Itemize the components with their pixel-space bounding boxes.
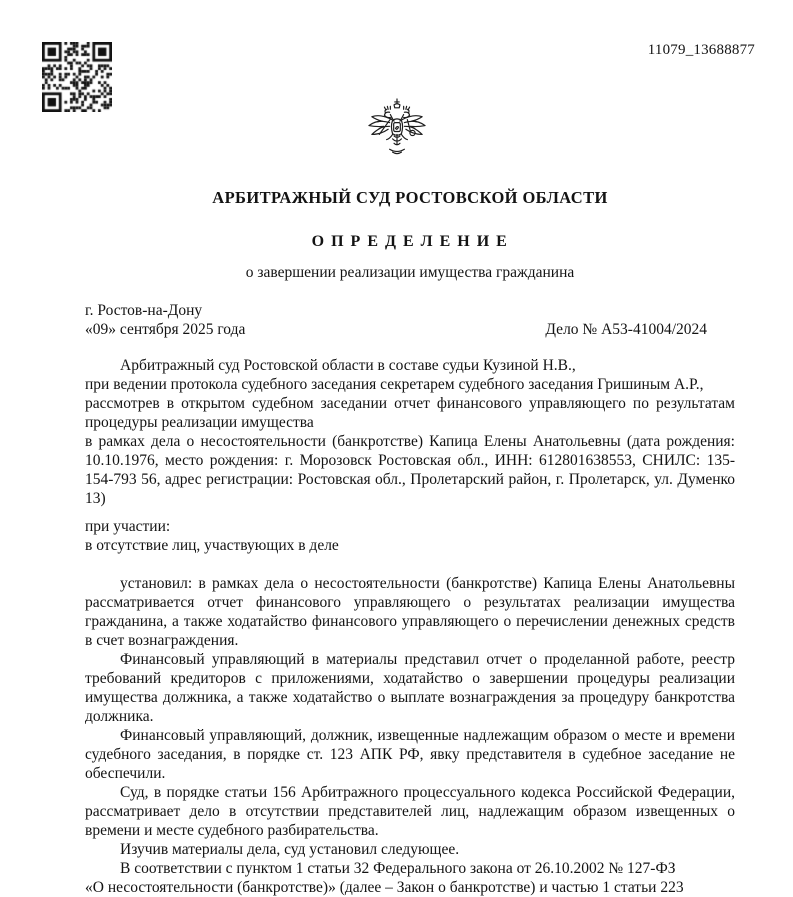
body-paragraph: Финансовый управляющий в материалы представил отчет о проделанной работе, реестр требований кредиторов с приложениями, ходатайство о завершении процедуры реализации имущества должника, а также ходатайство о выплате вознаграждения за процедуру банкротства должника. [85, 651, 735, 725]
body-paragraph: Изучив материалы дела, суд установил следующее. [120, 841, 460, 858]
qr-code-icon [42, 42, 112, 112]
body-paragraph: Финансовый управляющий, должник, извещенные надлежащим образом о месте и времени судебного заседания, в порядке ст. 123 АПК РФ, явку представителя в судебное заседание не обеспечили. [85, 727, 735, 782]
attendance-value: в отсутствие лиц, участвующих в деле [85, 537, 339, 554]
preamble-line: при ведении протокола судебного заседания секретарем судебного заседания Гришиным А.Р., [85, 376, 704, 393]
findings-section [85, 574, 735, 897]
body-paragraph: В соответствии с пунктом 1 статьи 32 Федерального закона от 26.10.2002 № 127-ФЗ [120, 860, 676, 877]
preamble-line: в рамках дела о несостоятельности (банкротстве) Капица Елены Анатольевны (дата рождения: 10.10.1976, место рождения: г. Морозовск Ростовская обл., ИНН: 612801638553, СНИЛС: 135-154-793 56, адрес регистрации: Ростовская обл., Пролетарский район, г. Пролетарск, ул. Думенко 13) [85, 433, 735, 507]
russia-coat-of-arms-icon [360, 96, 434, 164]
body-paragraph: Суд, в порядке статьи 156 Арбитражного процессуального кодекса Российской Федерации, рассматривает дело в отсутствии представителей лиц, надлежащим образом извещенных о времени и месте судебного разбирательства. [85, 784, 735, 839]
body-paragraph: установил: в рамках дела о несостоятельности (банкротстве) Капица Елены Анатольевны рассматривается отчет финансового управляющего о результатах реализации имущества гражданина, а также ходатайство финансового управляющего о перечислении денежных средств в счет вознаграждения. [85, 575, 735, 649]
preamble-line: Арбитражный суд Ростовской области в составе судьи Кузиной Н.В., [120, 357, 576, 374]
document-body [85, 188, 735, 897]
city-line: г. Ростов-на-Дону [85, 302, 203, 319]
attendance-label: при участии: [85, 518, 171, 535]
attendance-block [85, 517, 735, 555]
preamble-line: рассмотрев в открытом судебном заседании отчет финансового управляющего по результатам процедуры реализации имущества [85, 395, 735, 431]
date-line: «09» сентября 2025 года [85, 321, 246, 338]
case-number: Дело № А53-41004/2024 [545, 321, 707, 338]
document-type-title: О П Р Е Д Е Л Е Н И Е [311, 233, 509, 250]
preamble [85, 356, 735, 508]
document-code: 11079_13688877 [647, 42, 755, 58]
clipped-last-line: «О несостоятельности (банкротстве)» (далее – Закон о банкротстве) и частью 1 статьи 223 [85, 879, 684, 896]
document-subject: о завершении реализации имущества гражданина [245, 264, 575, 281]
court-name: АРБИТРАЖНЫЙ СУД РОСТОВСКОЙ ОБЛАСТИ [212, 188, 608, 207]
